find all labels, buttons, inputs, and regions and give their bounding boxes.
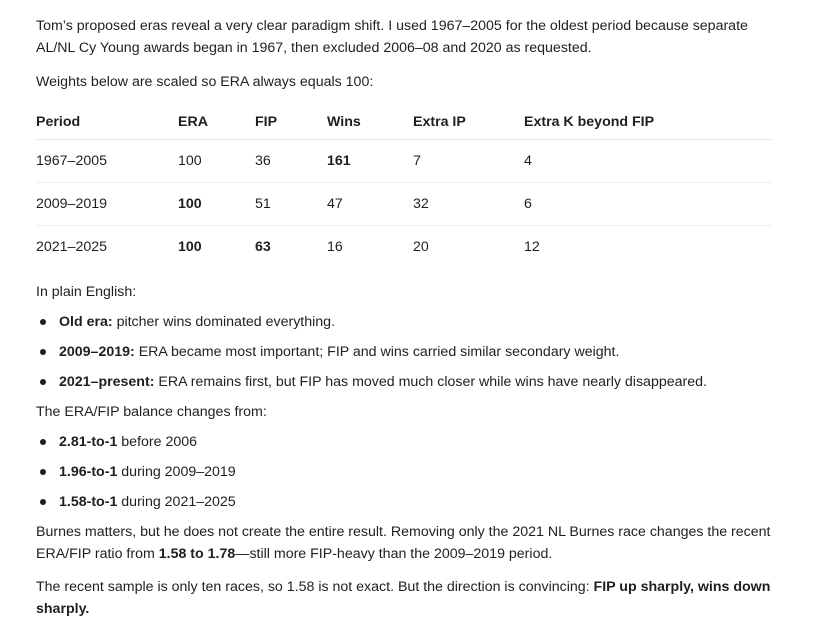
bullet-label: 1.58-to-1 [59, 494, 118, 510]
header-fip: FIP [255, 105, 327, 140]
bullet-icon [40, 439, 46, 445]
table-header-row [36, 105, 772, 140]
cell-period: 2009–2019 [36, 183, 178, 226]
burnes-text-post: —still more FIP-heavy than the 2009–2019 period. [235, 546, 553, 562]
cell-extra-ip: 7 [413, 140, 524, 183]
burnes-ratio-change: 1.58 to 1.78 [158, 546, 236, 562]
header-era: ERA [178, 105, 255, 140]
bullet-icon [40, 319, 46, 325]
list-item [36, 341, 778, 363]
cell-wins: 16 [327, 239, 343, 255]
intro-paragraph: Tom’s proposed eras reveal a very clear paradigm shift. I used 1967–2005 for the oldest period because separate AL/NL Cy Young awards began in 1967, then excluded 2006–08 and 2020 as requested. [36, 18, 748, 56]
list-item [36, 491, 778, 513]
cell-extra-k: 12 [524, 239, 540, 255]
weights-note: Weights below are scaled so ERA always equals 100: [36, 74, 374, 90]
recent-text-pre: The recent sample is only ten races, so 1.58 is not exact. But the direction is convincing: [36, 579, 594, 595]
bullet-text: ERA remains first, but FIP has moved much closer while wins have nearly disappeared. [154, 374, 707, 390]
bullet-icon [40, 499, 46, 505]
header-period: Period [36, 105, 178, 140]
table-row [36, 140, 772, 183]
bullet-label: 1.96-to-1 [59, 464, 118, 480]
bullet-text: during 2009–2019 [117, 464, 236, 480]
list-item [36, 461, 778, 483]
recent-conclusion: FIP up sharply, wins down sharply. [36, 579, 771, 617]
summary-list [36, 311, 778, 393]
cell-fip: 36 [255, 140, 327, 183]
cell-wins: 161 [327, 140, 413, 183]
cell-extra-ip: 20 [413, 239, 429, 255]
bullet-label: 2021–present: [59, 374, 155, 390]
bullet-label: 2009–2019: [59, 344, 135, 360]
cell-extra-ip: 32 [413, 183, 524, 226]
bullet-text: during 2021–2025 [117, 494, 236, 510]
cell-extra-k: 4 [524, 140, 772, 183]
ratio-list [36, 431, 778, 513]
bullet-icon [40, 349, 46, 355]
header-wins: Wins [327, 105, 413, 140]
bullet-text: ERA became most important; FIP and wins carried similar secondary weight. [134, 344, 620, 360]
balance-intro: The ERA/FIP balance changes from: [36, 404, 267, 420]
bullet-text: before 2006 [117, 434, 198, 450]
bullet-label: 2.81-to-1 [59, 434, 118, 450]
plain-english-heading: In plain English: [36, 284, 137, 300]
bullet-label: Old era: [59, 314, 113, 330]
list-item [36, 311, 778, 333]
bullet-icon [40, 379, 46, 385]
recent-paragraph [36, 576, 778, 620]
cell-era: 100 [178, 183, 255, 226]
table-row [36, 183, 772, 226]
cell-wins: 47 [327, 183, 413, 226]
cell-period: 2021–2025 [36, 239, 108, 255]
weights-table [36, 105, 772, 268]
header-extra-k: Extra K beyond FIP [524, 105, 772, 140]
header-extra-ip: Extra IP [413, 105, 524, 140]
burnes-text-pre: Burnes matters, but he does not create the entire result. Removing only the 2021 NL Burnes race changes the recent ERA/FIP ratio from [36, 524, 771, 562]
burnes-paragraph [36, 521, 778, 565]
table-row [36, 226, 772, 269]
cell-fip: 51 [255, 183, 327, 226]
list-item [36, 371, 778, 393]
list-item [36, 431, 778, 453]
bullet-text: pitcher wins dominated everything. [112, 314, 336, 330]
cell-fip: 63 [255, 239, 271, 255]
cell-period: 1967–2005 [36, 140, 178, 183]
cell-era: 100 [178, 140, 255, 183]
cell-era: 100 [178, 239, 202, 255]
cell-extra-k: 6 [524, 183, 772, 226]
bullet-icon [40, 469, 46, 475]
